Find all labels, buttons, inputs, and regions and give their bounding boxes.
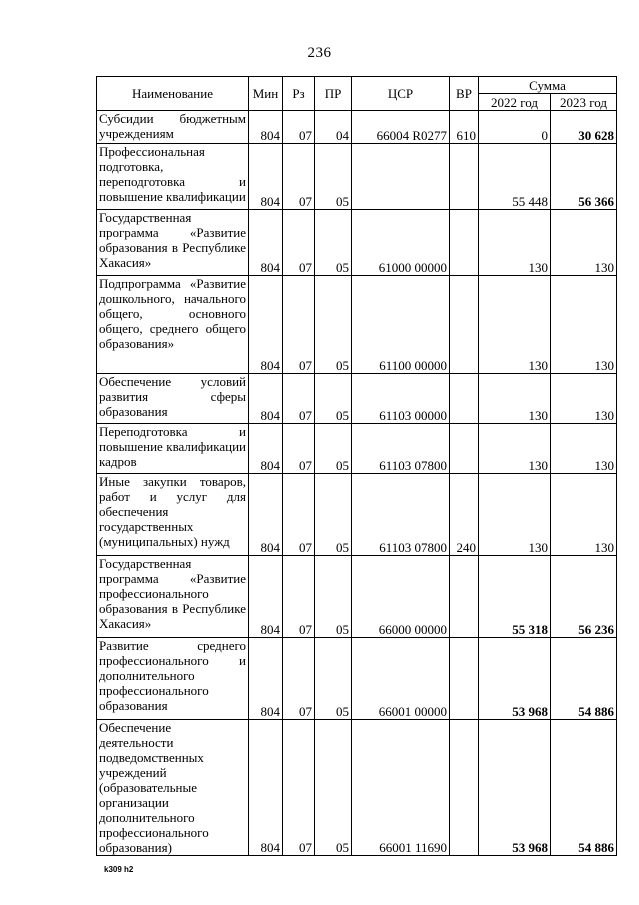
table-row xyxy=(97,276,617,374)
row-pr: 04 xyxy=(315,111,352,144)
row-2023: 30 628 xyxy=(551,111,617,144)
row-rz: 07 xyxy=(283,720,315,856)
row-name: Профессиональная подготовка, переподготовка и повышение квалификации xyxy=(97,144,249,210)
header-rz: Рз xyxy=(283,77,315,111)
row-csr: 61103 00000 xyxy=(352,374,450,424)
row-2022: 130 xyxy=(479,276,551,374)
row-vr xyxy=(450,374,479,424)
row-2022: 130 xyxy=(479,374,551,424)
row-vr xyxy=(450,720,479,856)
row-rz: 07 xyxy=(283,638,315,720)
row-rz: 07 xyxy=(283,474,315,556)
row-min: 804 xyxy=(249,424,283,474)
row-2022: 130 xyxy=(479,424,551,474)
row-2022: 0 xyxy=(479,111,551,144)
row-csr: 61103 07800 xyxy=(352,474,450,556)
row-name: Субсидии бюджетным учреждениям xyxy=(97,111,249,144)
row-vr xyxy=(450,424,479,474)
row-vr xyxy=(450,210,479,276)
row-2023: 54 886 xyxy=(551,720,617,856)
row-vr xyxy=(450,556,479,638)
row-rz: 07 xyxy=(283,210,315,276)
row-vr xyxy=(450,638,479,720)
row-csr: 66004 R0277 xyxy=(352,111,450,144)
row-csr: 61103 07800 xyxy=(352,424,450,474)
row-2023: 130 xyxy=(551,210,617,276)
table-row xyxy=(97,144,617,210)
row-name: Переподготовка и повышение квалификации кадров xyxy=(97,424,249,474)
row-name: Обеспечение условий развития сферы образования xyxy=(97,374,249,424)
table-row xyxy=(97,556,617,638)
row-csr: 61100 00000 xyxy=(352,276,450,374)
row-name: Государственная программа «Развитие профессионального образования в Республике Хакасия» xyxy=(97,556,249,638)
row-name: Иные закупки товаров, работ и услуг для обеспечения государственных (муниципальных) нужд xyxy=(97,474,249,556)
row-pr: 05 xyxy=(315,720,352,856)
row-2022: 55 448 xyxy=(479,144,551,210)
row-pr: 05 xyxy=(315,374,352,424)
row-min: 804 xyxy=(249,111,283,144)
row-2023: 56 366 xyxy=(551,144,617,210)
row-name: Обеспечение деятельности подведомственных учреждений (образовательные организации дополнительного профессионального образования) xyxy=(97,720,249,856)
row-pr: 05 xyxy=(315,474,352,556)
row-2022: 130 xyxy=(479,474,551,556)
row-pr: 05 xyxy=(315,638,352,720)
table-row xyxy=(97,210,617,276)
header-name: Наименование xyxy=(97,77,249,111)
row-rz: 07 xyxy=(283,556,315,638)
row-pr: 05 xyxy=(315,144,352,210)
row-csr: 66001 00000 xyxy=(352,638,450,720)
row-min: 804 xyxy=(249,474,283,556)
row-2023: 56 236 xyxy=(551,556,617,638)
row-2022: 130 xyxy=(479,210,551,276)
row-min: 804 xyxy=(249,374,283,424)
header-csr: ЦСР xyxy=(352,77,450,111)
row-name: Развитие среднего профессионального и дополнительного профессионального образования xyxy=(97,638,249,720)
page-number: 236 xyxy=(307,45,332,61)
row-min: 804 xyxy=(249,210,283,276)
row-min: 804 xyxy=(249,638,283,720)
table-row xyxy=(97,111,617,144)
row-rz: 07 xyxy=(283,111,315,144)
table-row xyxy=(97,638,617,720)
row-rz: 07 xyxy=(283,374,315,424)
row-2022: 53 968 xyxy=(479,638,551,720)
row-name: Подпрограмма «Развитие дошкольного, начального общего, основного общего, среднего общего образования» xyxy=(97,276,249,374)
row-min: 804 xyxy=(249,556,283,638)
row-pr: 05 xyxy=(315,210,352,276)
header-sum: Сумма xyxy=(479,77,617,94)
header-2023: 2023 год xyxy=(551,94,617,111)
row-pr: 05 xyxy=(315,556,352,638)
row-vr: 610 xyxy=(450,111,479,144)
row-csr: 66001 11690 xyxy=(352,720,450,856)
row-csr xyxy=(352,144,450,210)
header-min: Мин xyxy=(249,77,283,111)
header-2022: 2022 год xyxy=(479,94,551,111)
row-rz: 07 xyxy=(283,424,315,474)
row-name: Государственная программа «Развитие образования в Республике Хакасия» xyxy=(97,210,249,276)
header-vr: ВР xyxy=(450,77,479,111)
row-vr xyxy=(450,144,479,210)
row-2022: 53 968 xyxy=(479,720,551,856)
row-vr xyxy=(450,276,479,374)
table-row xyxy=(97,424,617,474)
row-2023: 130 xyxy=(551,276,617,374)
row-min: 804 xyxy=(249,144,283,210)
row-min: 804 xyxy=(249,276,283,374)
row-2022: 55 318 xyxy=(479,556,551,638)
row-2023: 130 xyxy=(551,374,617,424)
table-row xyxy=(97,474,617,556)
row-2023: 54 886 xyxy=(551,638,617,720)
row-vr: 240 xyxy=(450,474,479,556)
row-rz: 07 xyxy=(283,144,315,210)
table-row xyxy=(97,720,617,856)
row-pr: 05 xyxy=(315,424,352,474)
row-pr: 05 xyxy=(315,276,352,374)
row-csr: 61000 00000 xyxy=(352,210,450,276)
row-rz: 07 xyxy=(283,276,315,374)
header-pr: ПР xyxy=(315,77,352,111)
row-2023: 130 xyxy=(551,424,617,474)
footer-code: k309 h2 xyxy=(104,865,134,874)
budget-table xyxy=(96,76,617,856)
row-2023: 130 xyxy=(551,474,617,556)
table-row xyxy=(97,374,617,424)
row-csr: 66000 00000 xyxy=(352,556,450,638)
row-min: 804 xyxy=(249,720,283,856)
